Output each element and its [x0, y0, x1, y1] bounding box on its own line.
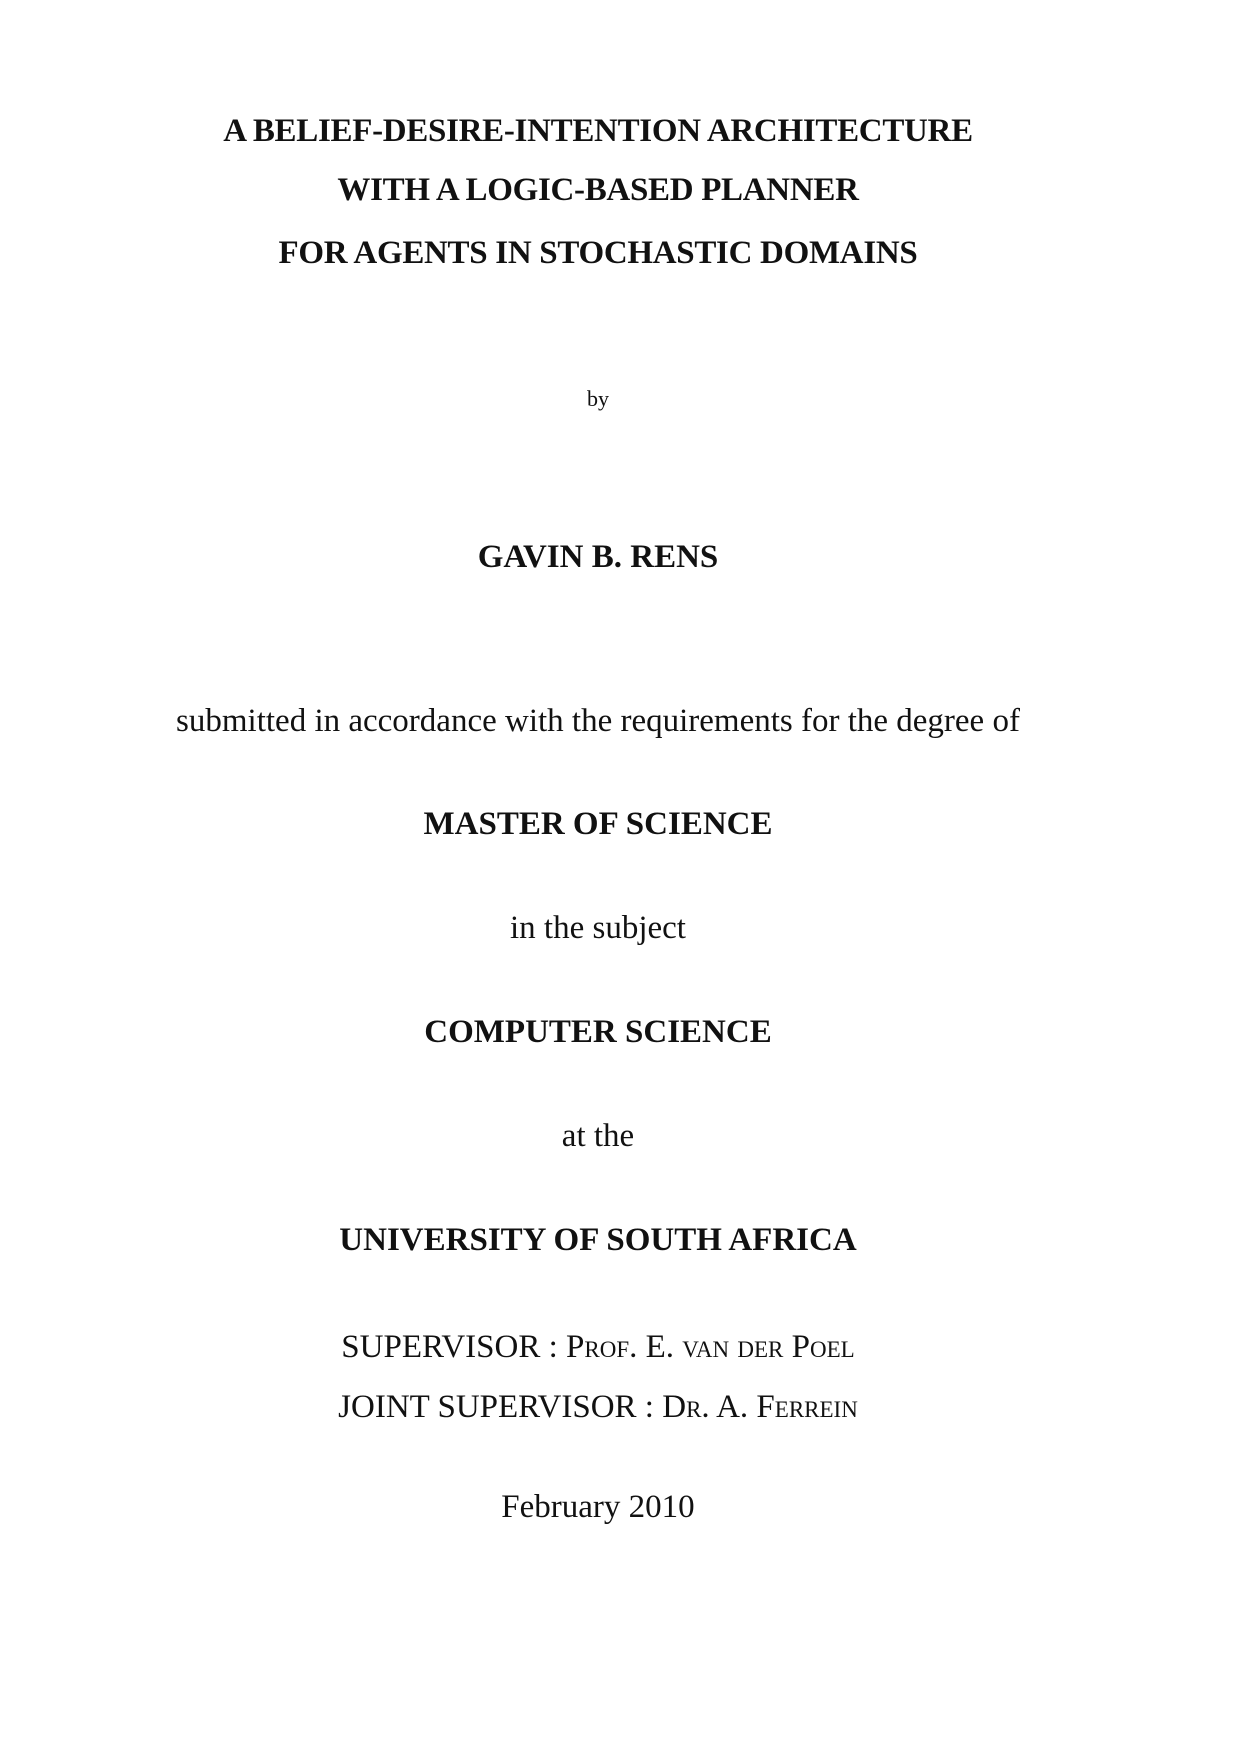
by-label: by [587, 386, 609, 411]
title-line-2: WITH A LOGIC-BASED PLANNER [337, 172, 859, 208]
in-subject-label: in the subject [510, 910, 686, 946]
submission-date: February 2010 [501, 1489, 695, 1525]
subject-name: COMPUTER SCIENCE [424, 1014, 772, 1050]
supervisor-name: Prof. E. van der Poel [566, 1329, 855, 1365]
author-name: GAVIN B. RENS [477, 539, 719, 575]
title-line-3: FOR AGENTS IN STOCHASTIC DOMAINS [278, 235, 918, 271]
title-line-1: A BELIEF-DESIRE-INTENTION ARCHITECTURE [223, 113, 973, 149]
supervisor-line [0, 1327, 1196, 1367]
joint-supervisor-name: Dr. A. Ferrein [662, 1389, 858, 1425]
university-name: UNIVERSITY OF SOUTH AFRICA [339, 1222, 857, 1258]
joint-supervisor-line [0, 1387, 1196, 1427]
supervisor-label: SUPERVISOR : [341, 1329, 567, 1365]
submitted-statement: submitted in accordance with the requirements for the degree of [176, 703, 1020, 739]
degree-name: MASTER OF SCIENCE [423, 806, 773, 842]
at-the-label: at the [561, 1118, 635, 1154]
joint-supervisor-label: JOINT SUPERVISOR : [338, 1389, 663, 1425]
